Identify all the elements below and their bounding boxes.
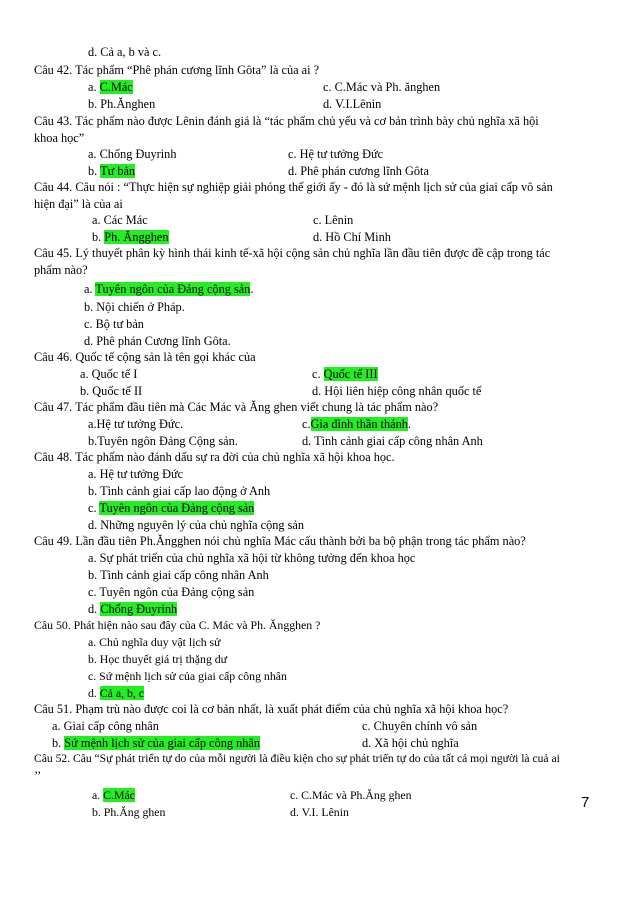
option-b-q42: b. Ph.Ănghen [88, 97, 156, 111]
option-a-q51: a. Giai cấp công nhân [52, 719, 159, 733]
option-c-q44: c. Lênin [313, 213, 354, 227]
option-a-q48: a. Hệ tư tưởng Đức [88, 467, 184, 481]
option-b-q45: b. Nội chiến ở Pháp. [84, 300, 185, 314]
option-a-q50: a. Chủ nghĩa duy vật lịch sử [88, 635, 221, 649]
option-c-q43: c. Hệ tư tưởng Đức [288, 147, 384, 161]
question-43-cont: khoa học” [34, 131, 85, 145]
option-d-q46: d. Hội liên hiệp công nhân quốc tế [312, 384, 482, 398]
highlighted-answer: Tuyên ngôn của Đảng cộng sản [99, 501, 255, 515]
option-d-q41: d. Cả a, b và c. [88, 45, 162, 59]
highlighted-answer: Ph. Ăngghen [104, 230, 169, 244]
option-d-q44: d. Hồ Chí Minh [313, 230, 391, 244]
question-45-cont: phẩm nào? [34, 263, 88, 277]
question-45: Câu 45. Lý thuyết phân kỳ hình thái kinh tế-xã hội cộng sản chủ nghĩa lần đầu tiên được đề cập trong tác [34, 246, 551, 260]
highlighted-answer: C.Mác [103, 788, 135, 802]
question-52-cont: ’’ [34, 769, 42, 783]
option-c-q51: c. Chuyên chính vô sản [362, 719, 478, 733]
question-52: Câu 52. Câu “Sự phát triển tự do của mỗi người là điều kiện cho sự phát triển tự do của tất cả mọi người là cuả ai [34, 752, 560, 765]
option-c-q49: c. Tuyên ngôn của Đảng cộng sản [88, 585, 255, 599]
question-47: Câu 47. Tác phẩm đầu tiên mà Các Mác và Ăng ghen viết chung là tác phẩm nào? [34, 400, 439, 414]
option-b-q43: b. Tư bản [88, 164, 136, 178]
option-a-q43: a. Chống Đuyrinh [88, 147, 177, 161]
option-a-q49: a. Sự phát triển của chủ nghĩa xã hội từ không tưởng đến khoa học [88, 551, 416, 565]
highlighted-answer: Tư bản [100, 164, 136, 178]
option-a-q45: a. Tuyên ngôn của Đảng cộng sản. [84, 282, 254, 296]
option-c-q50: c. Sứ mệnh lịch sử của giai cấp công nhân [88, 669, 287, 683]
option-a-q44: a. Các Mác [92, 213, 148, 227]
option-d-q43: d. Phê phán cương lĩnh Gôta [288, 164, 429, 178]
option-a-q46: a. Quốc tế I [80, 367, 138, 381]
question-43: Câu 43. Tác phẩm nào được Lênin đánh giá là “tác phẩm chủ yếu và cơ bản trình bày chủ nghĩa xã hội [34, 114, 539, 128]
highlighted-answer: C.Mác [99, 80, 133, 94]
option-b-q44: b. Ph. Ăngghen [92, 230, 169, 244]
option-c-q47: c.Gia đình thần thánh. [302, 417, 411, 431]
option-c-q45: c. Bộ tư bản [84, 317, 144, 331]
highlighted-answer: Cả a, b, c [99, 686, 145, 700]
option-c-q46: c. Quốc tế III [312, 367, 378, 381]
option-b-q49: b. Tình cảnh giai cấp công nhân Anh [88, 568, 269, 582]
highlighted-answer: Gia đình thần thánh [310, 417, 408, 431]
option-d-q48: d. Những nguyên lý của chủ nghĩa cộng sản [88, 518, 305, 532]
option-d-q45: d. Phê phán Cương lĩnh Gôta. [84, 334, 231, 348]
option-d-q51: d. Xã hội chủ nghĩa [362, 736, 459, 750]
option-d-q49: d. Chống Đuyrinh [88, 602, 178, 616]
question-44-cont: hiện đại” là của ai [34, 197, 123, 211]
option-c-q48: c. Tuyên ngôn của Đảng cộng sản [88, 501, 255, 515]
option-d-q50: d. Cả a, b, c [88, 686, 145, 700]
option-b-q48: b. Tình cảnh giai cấp lao động ở Anh [88, 484, 271, 498]
option-b-q52: b. Ph.Ăng ghen [92, 805, 166, 819]
option-b-q46: b. Quốc tế II [80, 384, 143, 398]
option-c-q42: c. C.Mác và Ph. ănghen [323, 80, 441, 94]
page-number: 7 [581, 794, 590, 811]
option-a-q52: a. C.Mác [92, 788, 135, 802]
highlighted-answer: Tuyên ngôn của Đảng cộng sản [95, 282, 251, 296]
question-46: Câu 46. Quốc tế cộng sản là tên gọi khác của [34, 350, 256, 364]
option-d-q42: d. V.I.Lênin [323, 97, 382, 111]
option-d-q47: d. Tình cảnh giai cấp công nhân Anh [302, 434, 483, 448]
option-a-q47: a.Hệ tư tưởng Đức. [88, 417, 184, 431]
question-44: Câu 44. Câu nói : “Thực hiện sự nghiệp giải phóng thế giới ấy - đó là sứ mệnh lịch sử của giai cấp vô sản [34, 180, 553, 194]
option-a-q42: a. C.Mác [88, 80, 133, 94]
option-b-q50: b. Học thuyết giá trị thặng dư [88, 652, 228, 666]
question-48: Câu 48. Tác phẩm nào đánh dấu sự ra đời của chủ nghĩa xã hội khoa học. [34, 450, 395, 464]
question-51: Câu 51. Phạm trù nào được coi là cơ bản nhất, là xuất phát điểm của chủ nghĩa xã hội khoa học? [34, 702, 509, 716]
option-b-q51: b. Sứ mệnh lịch sử của giai cấp công nhân [52, 736, 260, 750]
highlighted-answer: Quốc tế III [323, 367, 378, 381]
question-49: Câu 49. Lần đầu tiên Ph.Ăngghen nói chủ nghĩa Mác cấu thành bởi ba bộ phận trong tác phẩm nào? [34, 534, 526, 548]
question-42: Câu 42. Tác phẩm “Phê phán cương lĩnh Gôta” là của ai ? [34, 63, 320, 77]
highlighted-answer: Chống Đuyrinh [100, 602, 178, 616]
highlighted-answer: Sứ mệnh lịch sử của giai cấp công nhân [64, 736, 260, 750]
option-d-q52: d. V.I. Lênin [290, 805, 349, 819]
option-c-q52: c. C.Mác và Ph.Ăng ghen [290, 788, 412, 802]
option-b-q47: b.Tuyên ngôn Đảng Cộng sản. [88, 434, 238, 448]
question-50: Câu 50. Phát hiện nào sau đây của C. Mác và Ph. Ăngghen ? [34, 618, 321, 632]
